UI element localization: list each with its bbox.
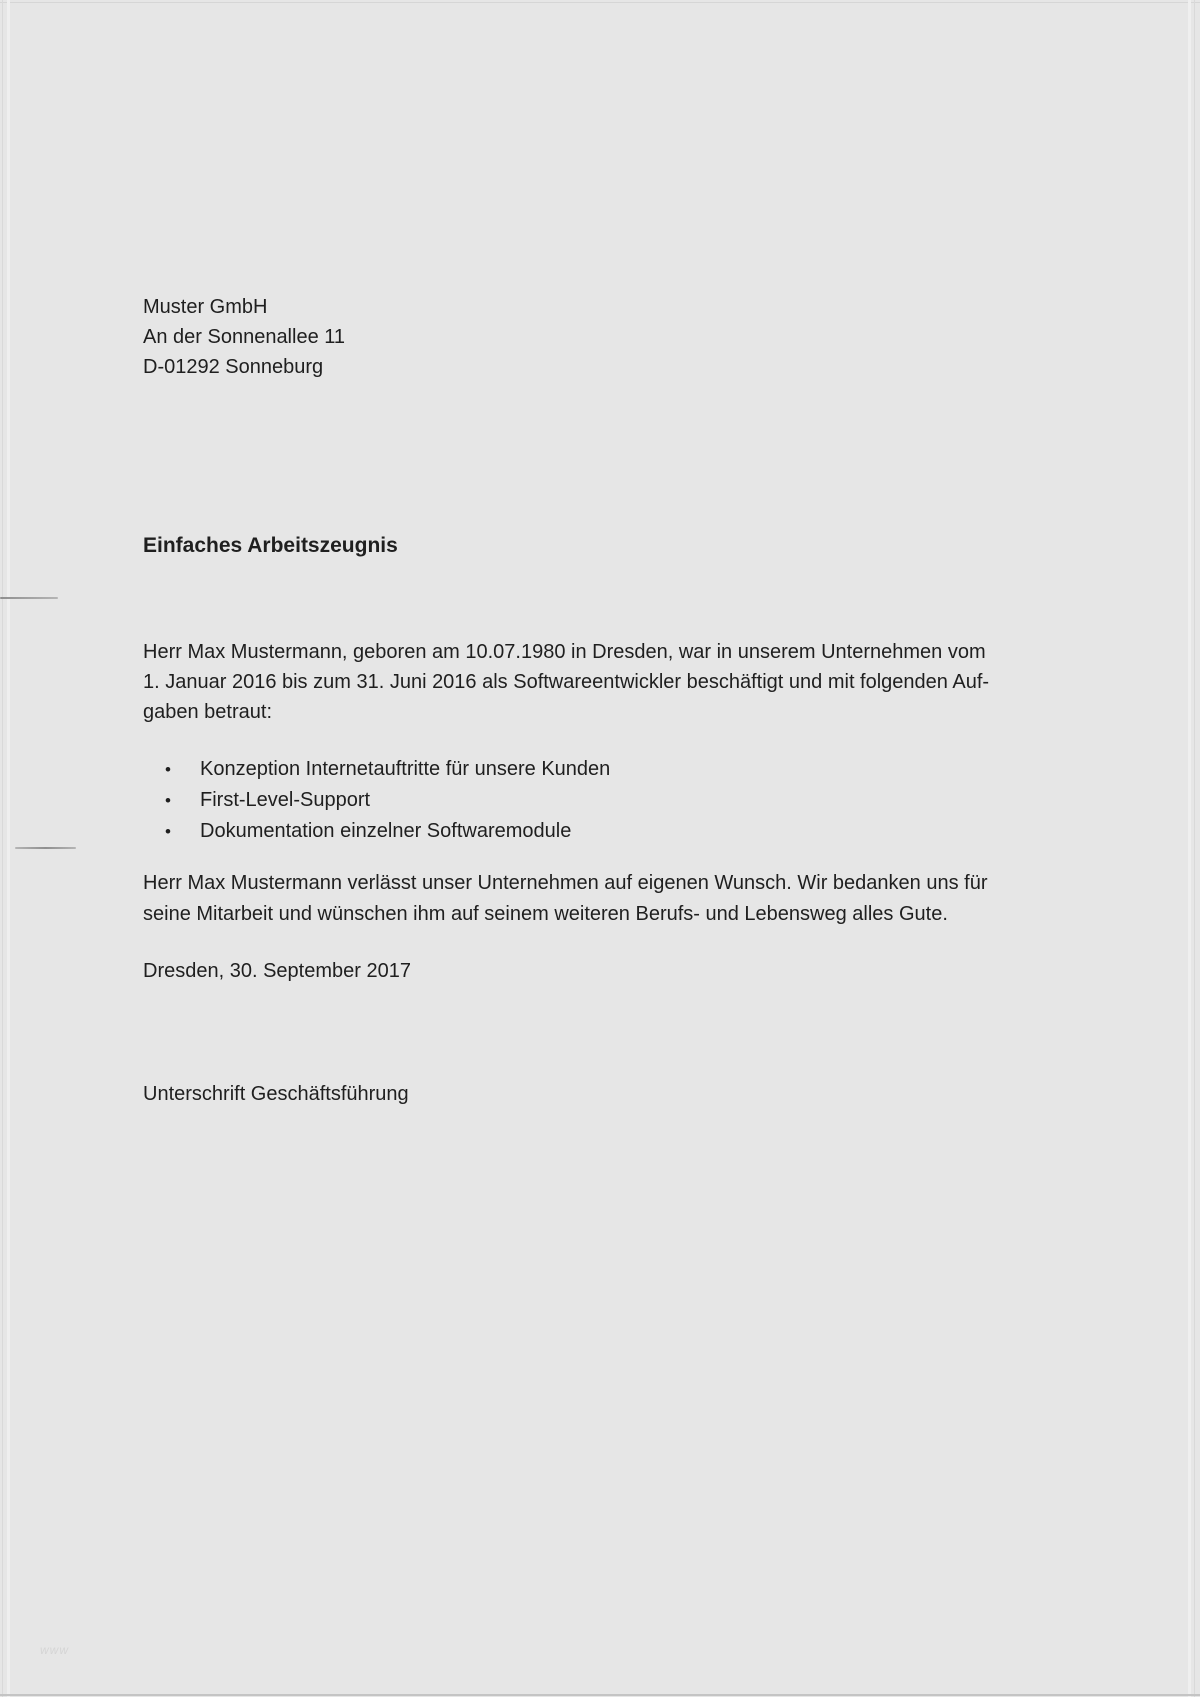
sender-line-company: Muster GmbH bbox=[143, 296, 268, 318]
page-edge-top bbox=[0, 2, 1200, 3]
date-line: Dresden, 30. September 2017 bbox=[143, 960, 411, 982]
page-edge-right-outer bbox=[1194, 0, 1195, 1697]
intro-line: gaben betraut: bbox=[143, 701, 272, 723]
task-item bbox=[143, 754, 610, 785]
closing-line: Herr Max Mustermann verlässt unser Unternehmen auf eigenen Wunsch. Wir bedanken uns für bbox=[143, 872, 988, 894]
page-edge-bottom bbox=[0, 1694, 1200, 1696]
fold-mark-bottom bbox=[15, 847, 76, 849]
task-list bbox=[143, 754, 610, 847]
bullet-icon: • bbox=[165, 760, 171, 779]
fold-mark-top bbox=[0, 597, 58, 599]
bullet-icon: • bbox=[165, 822, 171, 841]
sender-address-block bbox=[143, 292, 345, 382]
signature-line: Unterschrift Geschäftsführung bbox=[143, 1083, 409, 1105]
bullet-icon: • bbox=[165, 791, 171, 810]
task-item bbox=[143, 785, 610, 816]
task-item-label: Dokumentation einzelner Softwaremodule bbox=[200, 820, 572, 842]
intro-paragraph bbox=[143, 637, 989, 727]
closing-line: seine Mitarbeit und wünschen ihm auf seinem weiteren Berufs- und Lebensweg alles Gute. bbox=[143, 903, 948, 925]
letter-heading: Einfaches Arbeitszeugnis bbox=[143, 534, 398, 557]
watermark-text: www bbox=[40, 1643, 69, 1657]
sender-line-city: D-01292 Sonneburg bbox=[143, 356, 324, 378]
task-item bbox=[143, 816, 610, 847]
page-edge-right-inner bbox=[1188, 0, 1191, 1697]
intro-line: 1. Januar 2016 bis zum 31. Juni 2016 als Softwareentwickler beschäftigt und mit folgenden Auf- bbox=[143, 671, 990, 693]
page-edge-left-outer bbox=[2, 0, 3, 1697]
page-edge-left-inner bbox=[7, 0, 10, 1697]
sender-line-street: An der Sonnenallee 11 bbox=[143, 326, 346, 348]
task-item-label: First-Level-Support bbox=[200, 789, 371, 811]
task-item-label: Konzeption Internetauftritte für unsere Kunden bbox=[200, 758, 611, 780]
intro-line: Herr Max Mustermann, geboren am 10.07.1980 in Dresden, war in unserem Unternehmen vom bbox=[143, 641, 986, 663]
closing-paragraph bbox=[143, 868, 987, 930]
